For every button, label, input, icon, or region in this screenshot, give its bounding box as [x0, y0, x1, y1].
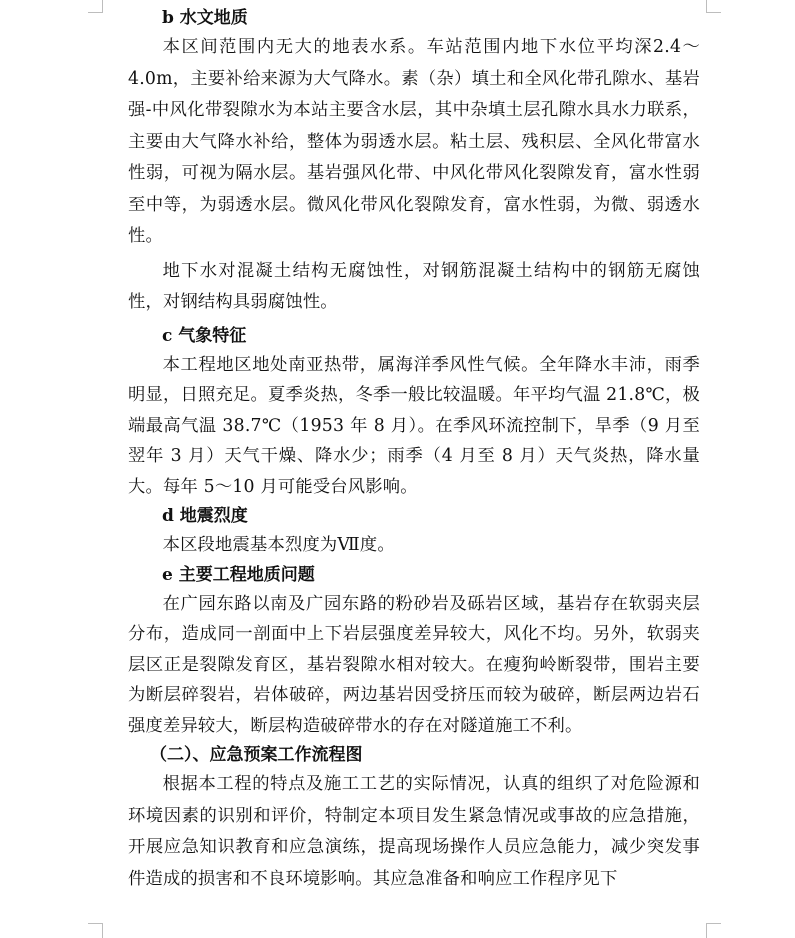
heading-geological-issues: e 主要工程地质问题: [162, 564, 315, 585]
crop-mark-bottom-right: [706, 923, 721, 938]
paragraph-hydrogeology-2: 地下水对混凝土结构无腐蚀性，对钢筋混凝土结构中的钢筋无腐蚀性，对钢结构具弱腐蚀性。: [128, 260, 700, 312]
paragraph-seismic-intensity: 本区段地震基本烈度为Ⅶ度。: [162, 535, 395, 555]
crop-mark-top-right: [706, 0, 721, 13]
crop-mark-top-left: [88, 0, 103, 13]
document-body: [128, 4, 700, 895]
heading-hydrogeology: b 水文地质: [162, 8, 248, 28]
paragraph-geological-issues: 在广园东路以南及广园东路的粉砂岩及砾岩区域，基岩存在软弱夹层分布，造成同一剖面中上下岩层强度差异较大，风化不均。另外，软弱夹层区正是裂隙发育区，基岩裂隙水相对较大。在瘦狗岭断裂带，围岩主要为断层碎裂岩，岩体破碎，两边基岩因受挤压而较为破碎，断层两边岩石强度差异较大，断层构造破碎带水的存在对隧道施工不利。: [128, 593, 700, 736]
paragraph-emergency-workflow: 根据本工程的特点及施工工艺的实际情况，认真的组织了对危险源和环境因素的识别和评价，特制定本项目发生紧急情况或事故的应急措施，开展应急知识教育和应急演练，提高现场操作人员应急能力，减少突发事件造成的损害和不良环境影响。其应急准备和响应工作程序见下: [128, 774, 700, 889]
paragraph-hydrogeology-1: 本区间范围内无大的地表水系。车站范围内地下水位平均深2.4～4.0m，主要补给来源为大气降水。素（杂）填土和全风化带孔隙水、基岩强-中风化带裂隙水为本站主要含水层，其中杂填土层孔隙水具水力联系，主要由大气降水补给，整体为弱透水层。粘土层、残积层、全风化带富水性弱，可视为隔水层。基岩强风化带、中风化带风化裂隙发育，富水性弱至中等，为弱透水层。微风化带风化裂隙发育，富水性弱，为微、弱透水性。: [128, 37, 700, 246]
heading-emergency-workflow: （二）、应急预案工作流程图: [150, 745, 363, 765]
heading-seismic-intensity: d 地震烈度: [162, 506, 248, 526]
crop-mark-bottom-left: [88, 923, 103, 938]
heading-climate: c 气象特征: [162, 325, 247, 346]
paragraph-climate: 本工程地区地处南亚热带，属海洋季风性气候。全年降水丰沛，雨季明显，日照充足。夏季炎热，冬季一般比较温暖。年平均气温 21.8℃，极端最高气温 38.7℃（1953 年 8 月）。在季风环流控制下，旱季（9 月至翌年 3 月）天气干燥、降水少；雨季（4 月至 8 月）天气炎热，降水量大。每年 5～10 月可能受台风影响。: [128, 354, 700, 497]
